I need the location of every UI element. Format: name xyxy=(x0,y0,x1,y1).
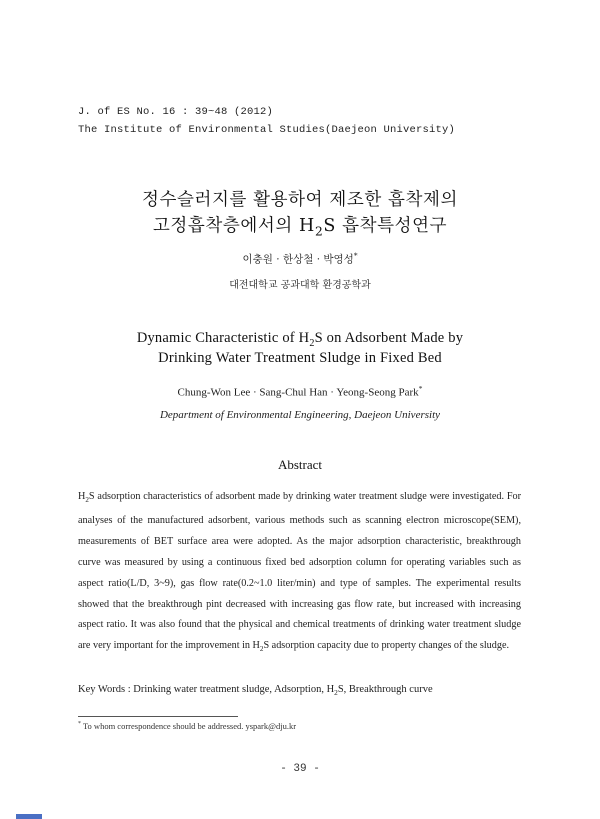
english-authors xyxy=(0,384,600,399)
keywords-prefix: Key Words : Drinking water treatment sludge, Adsorption, H xyxy=(78,684,335,695)
footnote-text: To whom correspondence should be addressed. yspark@dju.kr xyxy=(82,721,297,731)
korean-title-line-1: 정수슬러지를 활용하여 제조한 흡착제의 xyxy=(141,190,459,210)
korean-title-line-2-pre: 고정흡착층에서의 H xyxy=(152,216,315,236)
abstract-heading: Abstract xyxy=(277,457,323,472)
institute-name: The Institute of Environmental Studies(Daejeon University) xyxy=(78,124,456,136)
english-title-subscript: 2 xyxy=(309,337,315,349)
keywords-suffix: S, Breakthrough curve xyxy=(337,684,433,695)
keywords xyxy=(78,684,528,697)
corner-mark-decoration xyxy=(0,808,44,819)
korean-title-subscript: 2 xyxy=(314,224,324,239)
english-authors-names: Chung-Won Lee · Sang-Chul Han · Yeong-Seong Park xyxy=(177,386,419,399)
footnote xyxy=(78,721,296,731)
english-authors-mark: * xyxy=(418,384,423,393)
corner-mark-bar xyxy=(16,814,42,819)
footnote-mark: * xyxy=(78,721,81,728)
abstract-body xyxy=(78,487,521,660)
english-title-line-2: Drinking Water Treatment Sludge in Fixed Bed xyxy=(158,350,442,366)
footnote-divider xyxy=(78,716,238,717)
english-title-line-1-post: S on Adsorbent Made by xyxy=(314,330,464,346)
korean-authors-mark: * xyxy=(353,251,358,260)
english-title-line-1-pre: Dynamic Characteristic of H xyxy=(136,330,310,346)
korean-authors-names: 이충원 · 한상철 · 박영성 xyxy=(242,253,354,266)
abstract-h2s-prefix: H xyxy=(78,491,86,502)
abstract-body-sub: 2 xyxy=(259,645,264,654)
abstract-h2s-sub: 2 xyxy=(85,496,89,505)
page-number: - 39 - xyxy=(280,763,320,775)
abstract-body-end: S adsorption capacity due to property changes of the sludge. xyxy=(263,640,510,652)
english-title-line-1 xyxy=(0,330,600,349)
journal-citation: J. of ES No. 16 : 39~48 (2012) xyxy=(78,106,274,118)
korean-title-line-2-post: S 흡착특성연구 xyxy=(323,216,448,236)
korean-title-line-2 xyxy=(0,212,600,239)
english-affiliation: Department of Environmental Engineering, Daejeon University xyxy=(159,409,441,421)
abstract-body-start: S adsorption characteristics of adsorbent made by drinking water treatment sludge were investigated. For analyses of the manufactured adsorbent, various methods such as scanning electron microscope(SEM), measurements of BET surface area were adopted. As the major adsorption characteristic, breakthrough curve was measured by using a continuous fixed bed adsorption column for operating variables such as aspect ratio(L/D, 3~9), gas flow rate(0.2~1.0 liter/min) and type of samples. The experimental results showed that the breakthrough pint decreased with increasing gas flow rate, but increased with increasing aspect ratio. It was also found that the physical and chemical treatments of drinking water treatment sludge are very important for the improvement in H xyxy=(78,491,521,652)
korean-affiliation: 대전대학교 공과대학 환경공학과 xyxy=(229,280,371,291)
korean-authors xyxy=(0,251,600,267)
keywords-sub: 2 xyxy=(334,688,338,698)
